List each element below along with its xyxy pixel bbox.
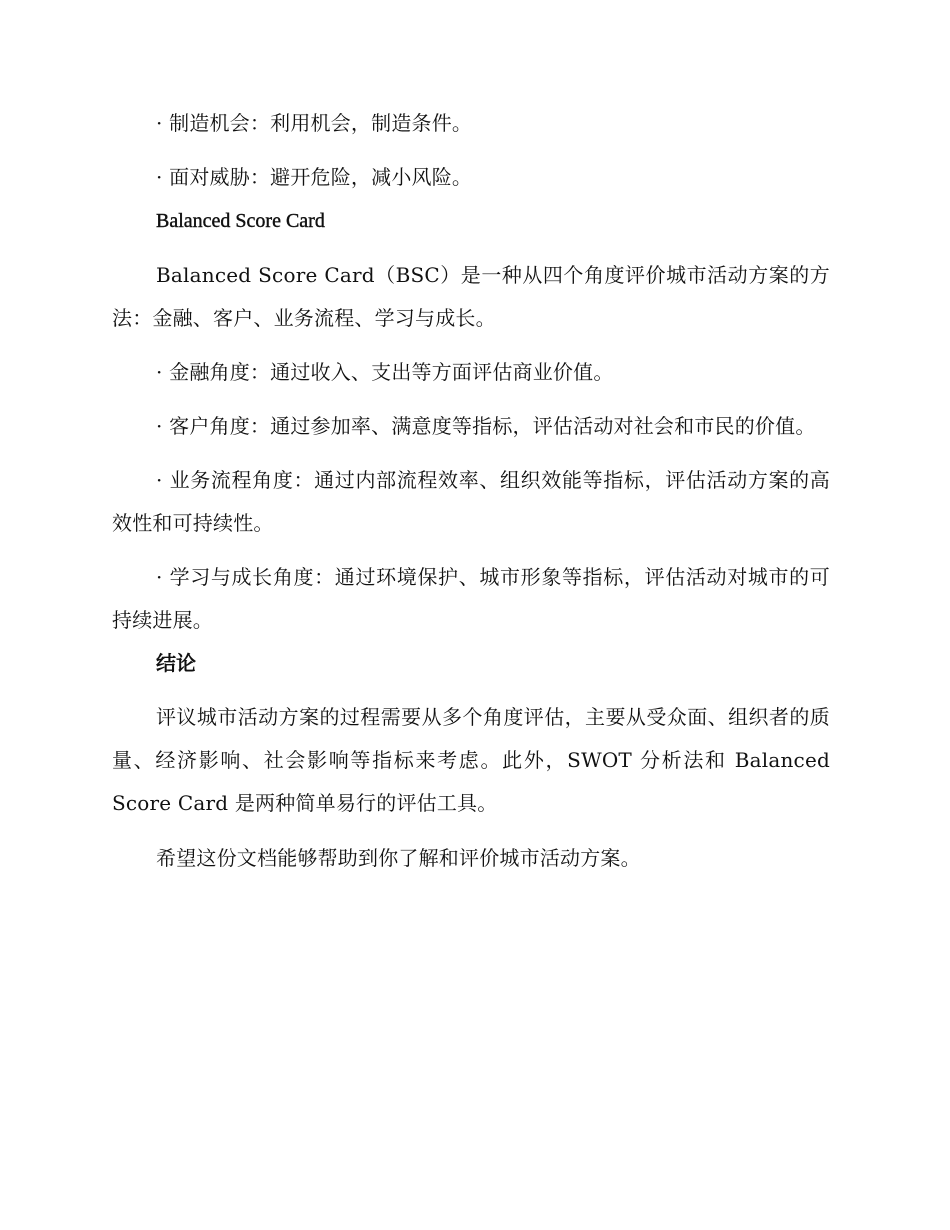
bsc-customer-item: · 客户角度：通过参加率、满意度等指标，评估活动对社会和市民的价值。 <box>156 414 816 438</box>
bsc-heading <box>112 199 830 243</box>
conclusion-paragraph: 评议城市活动方案的过程需要从多个角度评估，主要从受众面、组织者的质量、经济影响、社会影响等指标来考虑。此外，SWOT 分析法和 Balanced Score Card 是两种简单易行的评估工具。 <box>112 705 830 815</box>
bsc-finance-item: · 金融角度：通过收入、支出等方面评估商业价值。 <box>156 360 614 384</box>
conclusion-heading: 结论 <box>156 651 196 675</box>
swot-opportunities-item: · 制造机会：利用机会，制造条件。 <box>156 111 473 135</box>
bsc-learning-item: · 学习与成长角度：通过环境保护、城市形象等指标，评估活动对城市的可持续进展。 <box>112 565 830 632</box>
swot-threats-item: · 面对威胁：避开危险，减小风险。 <box>156 165 473 189</box>
closing-paragraph: 希望这份文档能够帮助到你了解和评价城市活动方案。 <box>156 846 641 870</box>
bsc-heading-text: Balanced Score Card <box>156 210 325 232</box>
document-page <box>112 102 830 880</box>
bsc-intro-paragraph: Balanced Score Card（BSC）是一种从四个角度评价城市活动方案的方法：金融、客户、业务流程、学习与成长。 <box>112 263 830 330</box>
bsc-process-item: · 业务流程角度：通过内部流程效率、组织效能等指标，评估活动方案的高效性和可持续性。 <box>112 468 830 535</box>
